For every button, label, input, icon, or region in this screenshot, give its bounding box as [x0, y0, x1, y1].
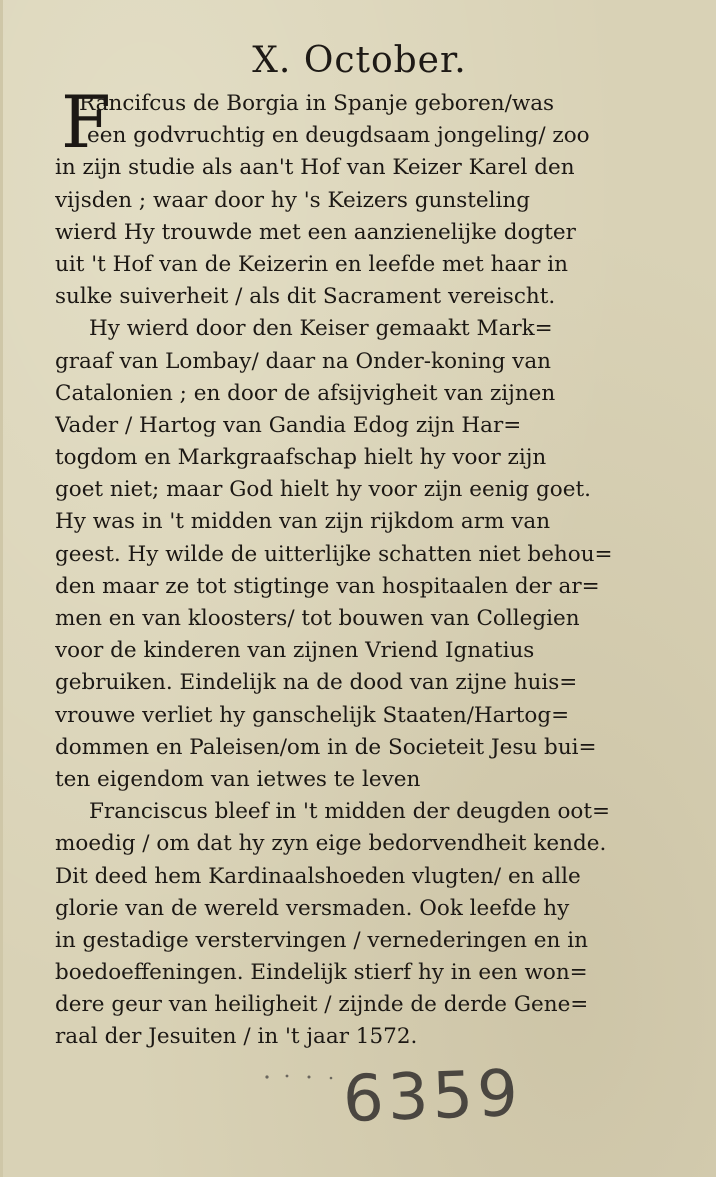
- text-line: voor de kinderen van zijnen Vriend Ignatius: [55, 638, 535, 664]
- catalog-number: 6359: [341, 1056, 524, 1138]
- text-line: Hy was in 't midden van zijn rijkdom arm van: [55, 509, 551, 535]
- paragraph-2: [55, 313, 687, 796]
- text-line: gebruiken. Eindelijk na de dood van zijne huis=: [55, 670, 578, 696]
- text-line: raal der Jesuiten / in 't jaar 1572.: [55, 1024, 418, 1050]
- text-line: een godvruchtig en deugdsaam jongeling/ zoo: [87, 123, 590, 149]
- text-line: moedig / om dat hy zyn eige bedorvendheit kende.: [55, 831, 607, 857]
- text-line: dommen en Paleisen/om in de Societeit Jesu bui=: [55, 734, 597, 760]
- text-line: Dit deed hem Kardinaalshoeden vlugten/ en alle: [55, 863, 581, 889]
- text-line: Vader / Hartog van Gandia Edog zijn Har=: [55, 412, 522, 438]
- text-line: in zijn studie als aan't Hof van Keizer Karel den: [55, 155, 575, 181]
- text-line: goet niet; maar God hielt hy voor zijn eenig goet.: [55, 477, 591, 503]
- pencil-dots: [261, 1065, 341, 1085]
- text-line: Rancifcus de Borgia in Spanje geboren/was: [79, 91, 555, 116]
- text-line: wierd Hy trouwde met een aanzienelijke dogter: [55, 219, 576, 245]
- text-line: Catalonien ; en door de afsijvigheit van zijnen: [55, 380, 556, 406]
- text-line: vijsden ; waar door hy 's Keizers gunsteling: [55, 187, 530, 213]
- text-line: ten eigendom van ietwes te leven: [55, 766, 421, 792]
- drop-cap: F: [61, 80, 111, 164]
- text-line: togdom en Markgraafschap hielt hy voor zijn: [55, 445, 547, 471]
- text-line: men en van kloosters/ tot bouwen van Collegien: [55, 606, 580, 631]
- paragraph-3: [55, 796, 687, 1054]
- text-line: dere geur van heiligheit / zijnde de derde Gene=: [55, 992, 589, 1018]
- text-line: uit 't Hof van de Keizerin en leefde met haar in: [55, 251, 568, 277]
- text-line: in gestadige verstervingen / vernederingen en in: [55, 927, 588, 953]
- text-line: Franciscus bleef in 't midden der deugden oot=: [89, 799, 610, 825]
- text-line: glorie van de wereld versmaden. Ook leefde hy: [55, 895, 570, 921]
- page-heading: X. October.: [252, 40, 467, 81]
- text-line: boedoeffeningen. Eindelijk stierf hy in een won=: [55, 960, 588, 986]
- text-line: sulke suiverheit / als dit Sacrament vereischt.: [55, 284, 556, 310]
- text-line: vrouwe verliet hy ganschelijk Staaten/Hartog=: [55, 702, 570, 728]
- text-line: graaf van Lombay/ daar na Onder-koning van: [55, 348, 551, 374]
- document-body: [55, 80, 687, 1054]
- text-line: Hy wierd door den Keiser gemaakt Mark=: [89, 316, 553, 342]
- text-line: den maar ze tot stigtinge van hospitaalen der ar=: [55, 573, 600, 599]
- paragraph-1: [55, 80, 687, 313]
- text-line: geest. Hy wilde de uitterlijke schatten niet behou=: [55, 541, 613, 567]
